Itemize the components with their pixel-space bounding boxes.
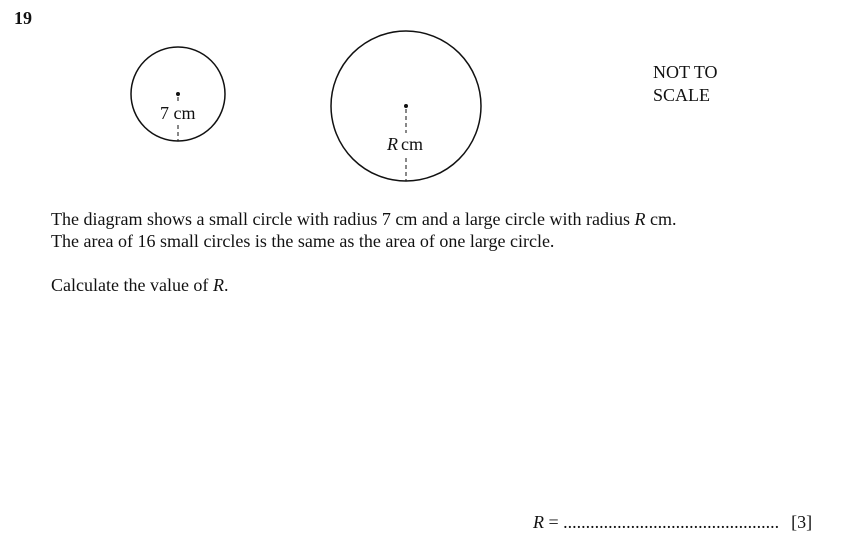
answer-line[interactable] — [533, 512, 812, 533]
small-radius-label: 7 cm — [160, 103, 196, 123]
marks-label: [3] — [791, 512, 813, 532]
large-circle-centre — [404, 104, 408, 108]
large-radius-label: R cm — [387, 134, 423, 154]
question-line-1: The diagram shows a small circle with radius 7 cm and a large circle with radius R cm. — [51, 209, 677, 229]
circles-diagram — [0, 0, 853, 200]
answer-variable: R — [533, 512, 544, 532]
question-number: 19 — [14, 8, 32, 28]
not-to-scale-note — [653, 61, 718, 107]
question-text — [51, 208, 676, 252]
question-line-2: The area of 16 small circles is the same as the area of one large circle. — [51, 231, 555, 251]
small-circle-centre — [176, 92, 180, 96]
answer-dots[interactable]: ................................................ — [563, 512, 780, 532]
scale-note-line-2: SCALE — [653, 85, 711, 105]
scale-note-line-1: NOT TO — [653, 62, 718, 82]
answer-equals: = — [544, 512, 564, 532]
instruction: Calculate the value of R. — [51, 275, 229, 295]
